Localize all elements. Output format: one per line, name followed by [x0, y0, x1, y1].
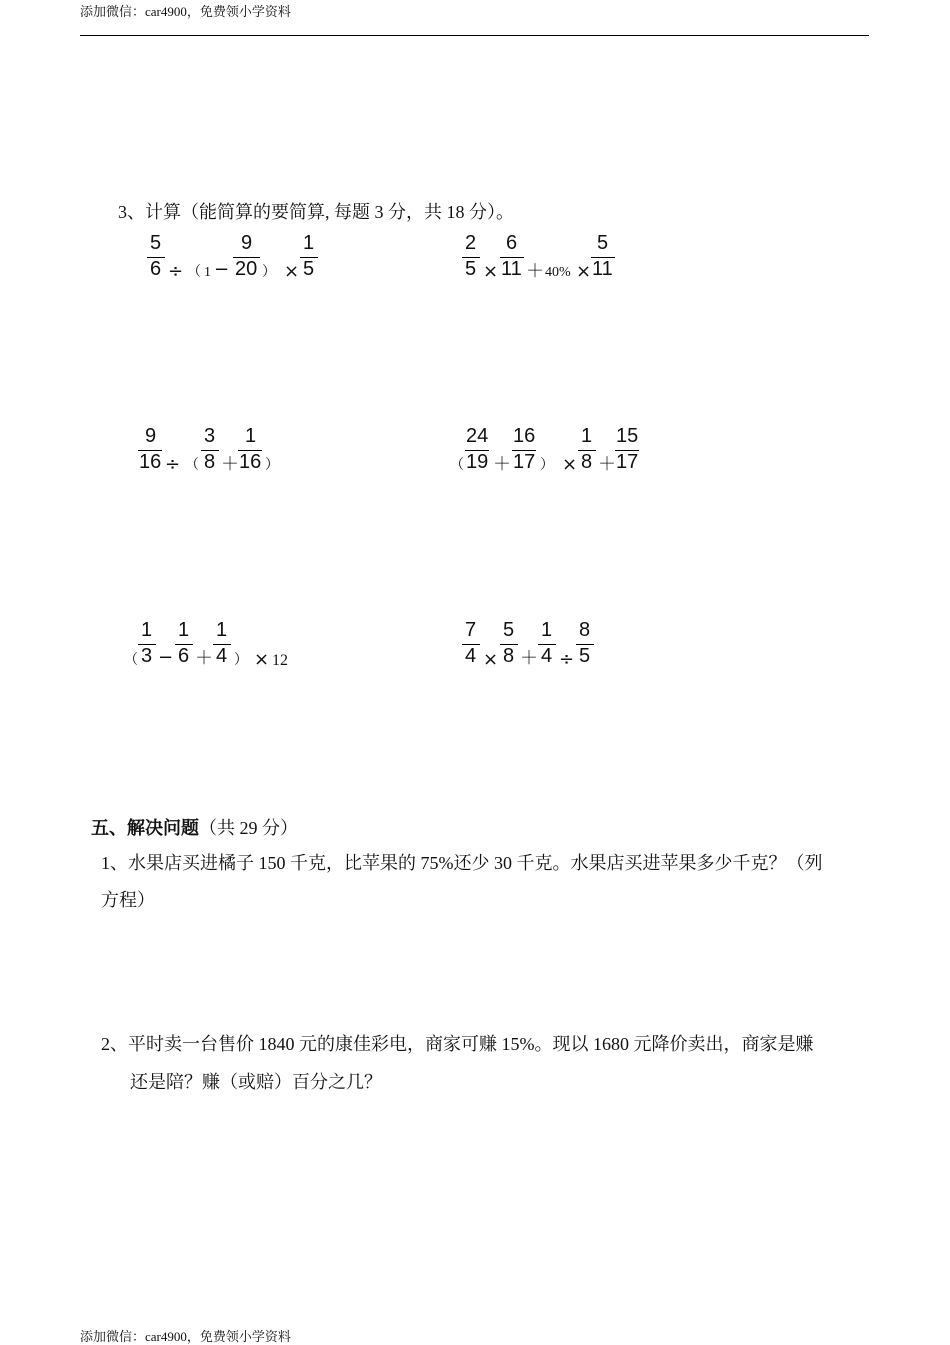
plus-sign: ＋ — [221, 454, 239, 475]
fraction-denominator: 4 — [541, 645, 553, 667]
number-twelve: 12 — [272, 652, 288, 669]
fraction-numerator: 6 — [506, 232, 518, 254]
right-paren: ） — [234, 653, 248, 668]
fraction-denominator: 16 — [239, 451, 262, 473]
page-header-text: 添加微信：car4900，免费领小学资料 — [80, 4, 291, 19]
fraction-denominator: 19 — [466, 451, 489, 473]
left-paren: （ — [187, 265, 201, 280]
fraction-denominator: 5 — [579, 645, 591, 667]
fraction-numerator: 1 — [303, 232, 315, 254]
question-1-line-1: 1、水果店买进橘子 150 千克，比苹果的 75%还少 30 千克。水果店买进苹果多少千克？（列 — [101, 853, 823, 873]
minus-sign: − — [158, 647, 174, 668]
left-paren: （ — [185, 458, 199, 473]
left-paren: （ — [124, 653, 138, 668]
plus-sign: ＋ — [598, 454, 616, 475]
fraction-denominator: 4 — [216, 645, 228, 667]
fraction-numerator: 7 — [465, 619, 477, 641]
times-sign: × — [562, 454, 578, 475]
plus-sign: ＋ — [520, 648, 538, 669]
right-paren: ） — [265, 458, 279, 473]
header-divider — [80, 35, 869, 36]
fraction-numerator: 5 — [503, 619, 515, 641]
times-sign: × — [483, 649, 499, 670]
fraction-numerator: 8 — [579, 619, 591, 641]
question-1-line-2: 方程） — [101, 890, 155, 910]
fraction-numerator: 24 — [466, 425, 489, 447]
question-2-line-1: 2、平时卖一台售价 1840 元的康佳彩电，商家可赚 15%。现以 1680 元降价卖出，商家是赚 — [101, 1034, 814, 1054]
fraction-denominator: 8 — [204, 451, 216, 473]
section3-title: 3、计算（能简算的要简算, 每题 3 分，共 18 分）。 — [118, 202, 514, 222]
fraction-numerator: 3 — [204, 425, 216, 447]
page-footer-text: 添加微信：car4900，免费领小学资料 — [80, 1329, 291, 1344]
fraction-numerator: 2 — [465, 232, 477, 254]
fraction-denominator: 3 — [141, 645, 153, 667]
section5-title: 五、解决问题 — [91, 818, 199, 838]
left-paren: （ — [450, 458, 464, 473]
fraction-denominator: 6 — [178, 645, 190, 667]
fraction-numerator: 9 — [145, 425, 157, 447]
fraction-denominator: 16 — [139, 451, 162, 473]
minus-sign: − — [214, 259, 230, 280]
times-sign: × — [483, 261, 499, 282]
plus-sign: ＋ — [526, 261, 544, 282]
fraction-denominator: 20 — [235, 258, 258, 280]
plus-sign: ＋ — [195, 648, 213, 669]
fraction-numerator: 1 — [216, 619, 228, 641]
section5-score: （共 29 分） — [199, 818, 298, 838]
fraction-numerator: 1 — [541, 619, 553, 641]
fraction-denominator: 17 — [616, 451, 639, 473]
times-sign: × — [284, 261, 300, 282]
fraction-denominator: 5 — [465, 258, 477, 280]
fraction-numerator: 1 — [245, 425, 257, 447]
times-sign: × — [254, 649, 270, 670]
fraction-numerator: 9 — [241, 232, 253, 254]
divide-sign: ÷ — [559, 649, 575, 670]
fraction-numerator: 1 — [178, 619, 190, 641]
fraction-denominator: 17 — [513, 451, 536, 473]
fraction-denominator: 11 — [592, 258, 613, 280]
fraction-denominator: 8 — [503, 645, 515, 667]
fraction-denominator: 5 — [303, 258, 315, 280]
divide-sign: ÷ — [168, 261, 184, 282]
fraction-denominator: 4 — [465, 645, 477, 667]
divide-sign: ÷ — [165, 454, 181, 475]
fraction-numerator: 1 — [581, 425, 593, 447]
section5-heading — [91, 814, 298, 840]
plus-sign: ＋ — [493, 454, 511, 475]
fraction-numerator: 5 — [597, 232, 609, 254]
number-one: 1 — [204, 265, 211, 280]
fraction-numerator: 5 — [150, 232, 162, 254]
fraction-denominator: 8 — [581, 451, 593, 473]
fraction-numerator: 15 — [616, 425, 639, 447]
question-2-line-2: 还是陪？赚（或赔）百分之几？ — [130, 1072, 382, 1092]
percent-value: 40% — [545, 265, 571, 280]
fraction-denominator: 6 — [150, 258, 162, 280]
right-paren: ） — [262, 265, 276, 280]
right-paren: ） — [540, 458, 554, 473]
fraction-numerator: 1 — [141, 619, 153, 641]
times-sign: × — [576, 261, 592, 282]
fraction-numerator: 16 — [513, 425, 536, 447]
fraction-denominator: 11 — [501, 258, 522, 280]
